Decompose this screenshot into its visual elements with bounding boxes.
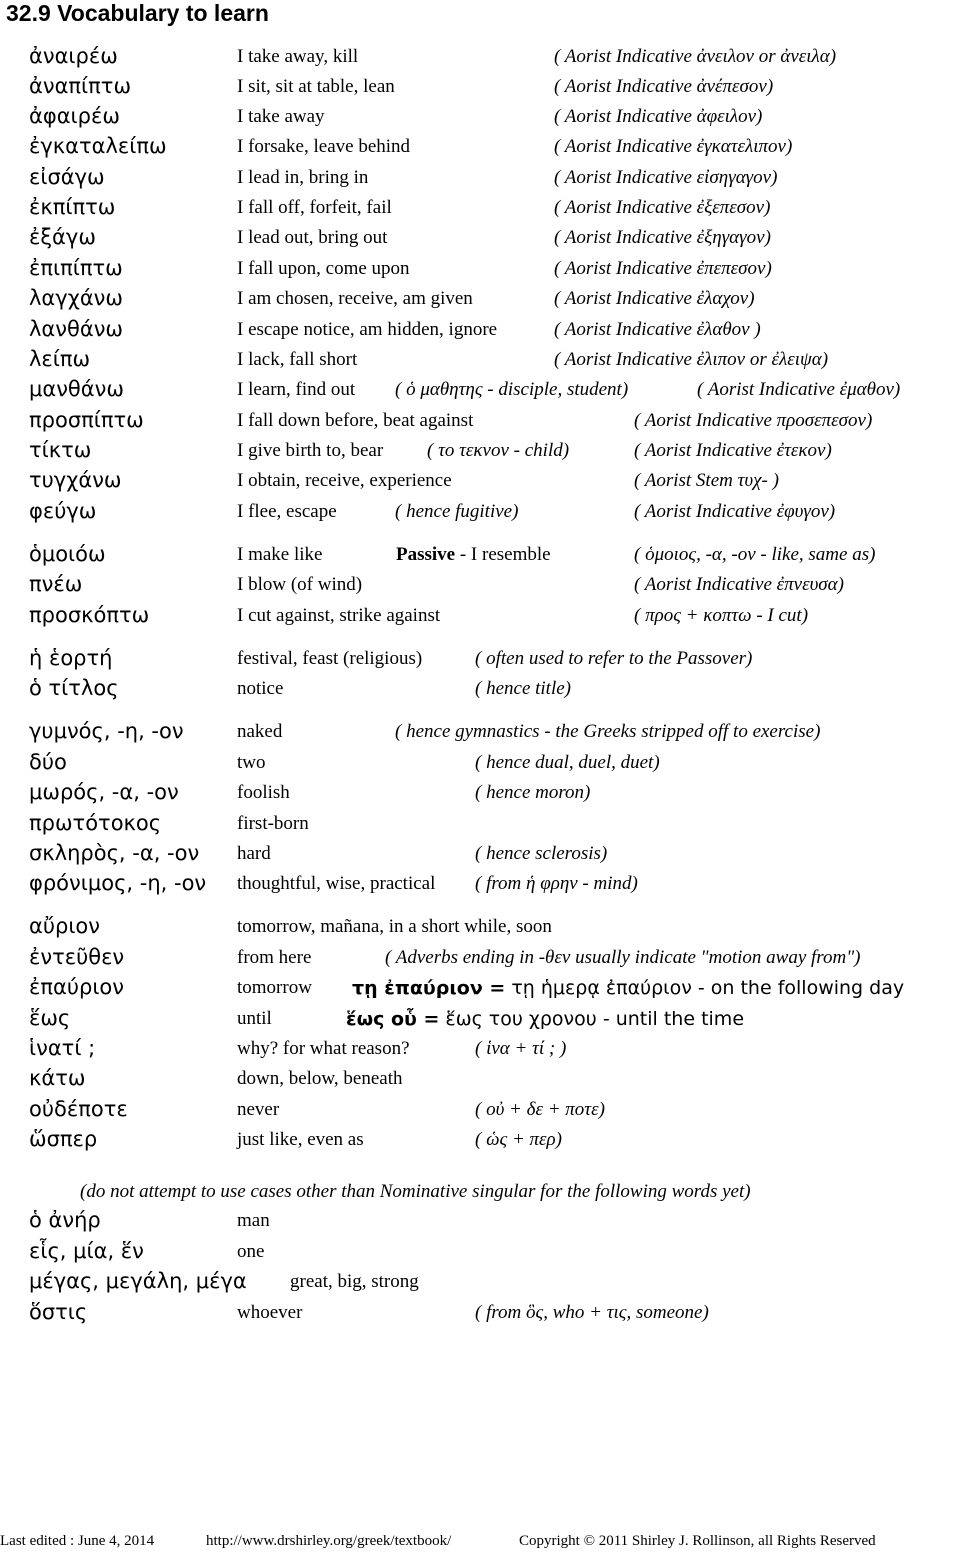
aorist-note: ( Aorist Indicative προσεπεσον) — [634, 410, 873, 431]
greek-word: ἐξάγω — [29, 225, 96, 249]
greek-word: ἐπιπίπτω — [29, 256, 123, 280]
meaning: just like, even as — [237, 1129, 364, 1150]
greek-word: φρόνιμος, -η, -ον — [29, 871, 207, 895]
note: ( προς + κοπτω - I cut) — [634, 605, 809, 626]
meaning: until — [237, 1008, 272, 1029]
vocab-row — [0, 499, 960, 535]
greek-word: ἕως — [29, 1006, 71, 1030]
note: ( ὡς + περ) — [475, 1129, 562, 1150]
vocab-row — [0, 1036, 960, 1072]
vocab-row — [0, 134, 960, 170]
vocab-row — [0, 676, 960, 712]
note: ( Aorist Indicative ἐλαχον) — [554, 288, 755, 309]
passive-note — [396, 544, 551, 566]
meaning: I take away, kill — [237, 46, 359, 67]
meaning: I cut against, strike against — [237, 605, 441, 626]
vocab-row — [0, 165, 960, 201]
greek-word: ἡ ἑορτή — [29, 646, 113, 670]
vocab-row — [0, 468, 960, 504]
section-note: (do not attempt to use cases other than Nominative singular for the following words yet) — [80, 1181, 751, 1202]
greek-word: μωρός, -α, -ον — [29, 780, 179, 804]
meaning: I fall off, forfeit, fail — [237, 197, 392, 218]
phrase-gloss: τῃ ἡμερᾳ ἐπαύριον - on the following day — [505, 977, 905, 999]
greek-word: γυμνός, -η, -ον — [29, 719, 184, 743]
meaning: naked — [237, 721, 283, 742]
greek-word: δύο — [29, 750, 67, 774]
meaning: tomorrow — [237, 977, 312, 998]
meaning: I am chosen, receive, am given — [237, 288, 473, 309]
meaning: why? for what reason? — [237, 1038, 410, 1059]
note: ( Aorist Indicative εἰσηγαγον) — [554, 167, 778, 188]
greek-word: ἐκπίπτω — [29, 195, 116, 219]
vocab-row — [0, 377, 960, 413]
vocab-row — [0, 1066, 960, 1102]
vocab-row — [0, 438, 960, 474]
note: ( hence title) — [475, 678, 572, 699]
page-title: 32.9 Vocabulary to learn — [6, 0, 269, 26]
vocab-row — [0, 1127, 960, 1163]
meaning: I fall down before, beat against — [237, 410, 474, 431]
vocab-row — [0, 44, 960, 80]
greek-word: ἀναπίπτω — [29, 74, 132, 98]
note: ( Aorist Indicative ἐγκατελιπον) — [554, 136, 793, 157]
meaning: I escape notice, am hidden, ignore — [237, 319, 498, 340]
meaning: I make like — [237, 544, 323, 565]
meaning: thoughtful, wise, practical — [237, 873, 436, 894]
meaning: I lead in, bring in — [237, 167, 369, 188]
vocab-row — [0, 1300, 960, 1336]
bold-phrase: τῃ ἐπαύριον = — [352, 977, 506, 999]
greek-word: αὔριον — [29, 914, 101, 938]
note: ( το τεκνον - child) — [427, 440, 570, 461]
note: ( ὁ μαθητης - disciple, student) — [395, 379, 629, 400]
note: ( hence fugitive) — [395, 501, 519, 522]
aorist-note: ( Aorist Indicative ἐφυγον) — [634, 501, 836, 522]
greek-word: ὁ ἀνήρ — [29, 1208, 101, 1232]
vocab-row — [0, 195, 960, 231]
note: ( Aorist Indicative ἀνέπεσον) — [554, 76, 774, 97]
vocab-row — [0, 1269, 960, 1305]
meaning: tomorrow, mañana, in a short while, soon — [237, 916, 552, 937]
meaning: first-born — [237, 813, 309, 834]
meaning: notice — [237, 678, 284, 699]
passive-text: - I resemble — [455, 544, 551, 565]
bold-phrase: ἕως οὗ = — [346, 1008, 440, 1030]
greek-word: προσκόπτω — [29, 603, 150, 627]
greek-word: τυγχάνω — [29, 468, 122, 492]
note: ( Aorist Indicative ἀφειλον) — [554, 106, 763, 127]
note: ( Adverbs ending in -θεν usually indicate "motion away from") — [385, 947, 861, 968]
meaning: great, big, strong — [290, 1271, 419, 1292]
note: ( hence moron) — [475, 782, 591, 803]
greek-word: εἰσάγω — [29, 165, 105, 189]
greek-word: εἷς, μία, ἕν — [29, 1239, 144, 1263]
greek-word: λανθάνω — [29, 317, 124, 341]
greek-word: μέγας, μεγάλη, μέγα — [29, 1269, 247, 1293]
meaning: I fall upon, come upon — [237, 258, 410, 279]
footer-edited: Last edited : June 4, 2014 — [0, 1533, 155, 1549]
aorist-note: ( Aorist Indicative ἐμαθον) — [697, 379, 901, 400]
meaning: hard — [237, 843, 271, 864]
greek-word: λαγχάνω — [29, 286, 123, 310]
meaning: never — [237, 1099, 280, 1120]
note: ( hence dual, duel, duet) — [475, 752, 660, 773]
greek-word: ἀναιρέω — [29, 44, 118, 68]
greek-word: κάτω — [29, 1066, 86, 1090]
meaning: festival, feast (religious) — [237, 648, 423, 669]
meaning: I forsake, leave behind — [237, 136, 411, 157]
vocab-row — [0, 256, 960, 292]
greek-word: ἀφαιρέω — [29, 104, 120, 128]
meaning: from here — [237, 947, 312, 968]
greek-word: σκληρὸς, -α, -ον — [29, 841, 200, 865]
vocab-row — [0, 286, 960, 322]
meaning: down, below, beneath — [237, 1068, 403, 1089]
note: ( Aorist Indicative ἐξηγαγον) — [554, 227, 771, 248]
vocab-row — [0, 74, 960, 110]
greek-word: ὁ τίτλος — [29, 676, 119, 700]
note: ( from ὃς, who + τις, someone) — [475, 1302, 709, 1323]
meaning: I sit, sit at table, lean — [237, 76, 395, 97]
meaning: foolish — [237, 782, 290, 803]
greek-word: ἐντεῦθεν — [29, 945, 125, 969]
greek-word: προσπίπτω — [29, 408, 144, 432]
vocab-row — [0, 225, 960, 261]
footer-url[interactable]: http://www.drshirley.org/greek/textbook/ — [206, 1533, 452, 1549]
phrase-gloss: ἕως του χρονου - until the time — [439, 1008, 745, 1030]
greek-word: φεύγω — [29, 499, 97, 523]
meaning: I obtain, receive, experience — [237, 470, 452, 491]
meaning: I give birth to, bear — [237, 440, 384, 461]
vocab-row — [0, 719, 960, 755]
greek-word: ὁμοιόω — [29, 542, 106, 566]
greek-word: ἱνατί ; — [29, 1036, 96, 1060]
phrase — [346, 1008, 744, 1030]
meaning: I blow (of wind) — [237, 574, 363, 595]
note: ( often used to refer to the Passover) — [475, 648, 753, 669]
aorist-note: ( Aorist Indicative ἐτεκον) — [634, 440, 832, 461]
passive-label: Passive — [396, 544, 456, 565]
vocab-row — [0, 914, 960, 950]
vocab-row — [0, 975, 960, 1011]
meaning: I lead out, bring out — [237, 227, 388, 248]
meaning: I flee, escape — [237, 501, 337, 522]
greek-word: τίκτω — [29, 438, 92, 462]
meaning: one — [237, 1241, 265, 1262]
aorist-note: ( Aorist Stem τυχ- ) — [634, 470, 779, 491]
greek-word: ἐγκαταλείπω — [29, 134, 167, 158]
phrase — [352, 977, 904, 999]
greek-word: πρωτότοκος — [29, 811, 162, 835]
note: ( οὐ + δε + ποτε) — [475, 1099, 605, 1120]
note: ( Aorist Indicative ἐλιπον or ἐλειψα) — [554, 349, 829, 370]
greek-word: λείπω — [29, 347, 91, 371]
vocab-row — [0, 871, 960, 907]
note: ( Aorist Indicative ἐπνευσα) — [634, 574, 844, 595]
meaning: man — [237, 1210, 270, 1231]
note: ( hence gymnastics - the Greeks stripped off to exercise) — [395, 721, 821, 742]
footer-copyright: Copyright © 2011 Shirley J. Rollinson, all Rights Reserved — [519, 1533, 876, 1549]
greek-word: ὥσπερ — [29, 1127, 98, 1151]
note: ( ἱνα + τί ; ) — [475, 1038, 567, 1059]
meaning: I learn, find out — [237, 379, 356, 400]
meaning: I take away — [237, 106, 325, 127]
note: ( Aorist Indicative ἐξεπεσον) — [554, 197, 771, 218]
note: ( Aorist Indicative ἐλαθον ) — [554, 319, 761, 340]
meaning: I lack, fall short — [237, 349, 358, 370]
note: ( ὁμοιος, -α, -ον - like, same as) — [634, 544, 876, 565]
meaning: two — [237, 752, 266, 773]
greek-word: μανθάνω — [29, 377, 124, 401]
greek-word: οὐδέποτε — [29, 1097, 128, 1121]
note: ( from ἡ φρην - mind) — [475, 873, 638, 894]
note: ( Aorist Indicative ἀνειλον or ἀνειλα) — [554, 46, 837, 67]
vocab-row — [0, 603, 960, 639]
note: ( hence sclerosis) — [475, 843, 608, 864]
greek-word: πνέω — [29, 572, 83, 596]
vocab-row — [0, 1208, 960, 1244]
note: ( Aorist Indicative ἐπεπεσον) — [554, 258, 772, 279]
greek-word: ἐπαύριον — [29, 975, 125, 999]
meaning: whoever — [237, 1302, 303, 1323]
greek-word: ὅστις — [29, 1300, 88, 1324]
